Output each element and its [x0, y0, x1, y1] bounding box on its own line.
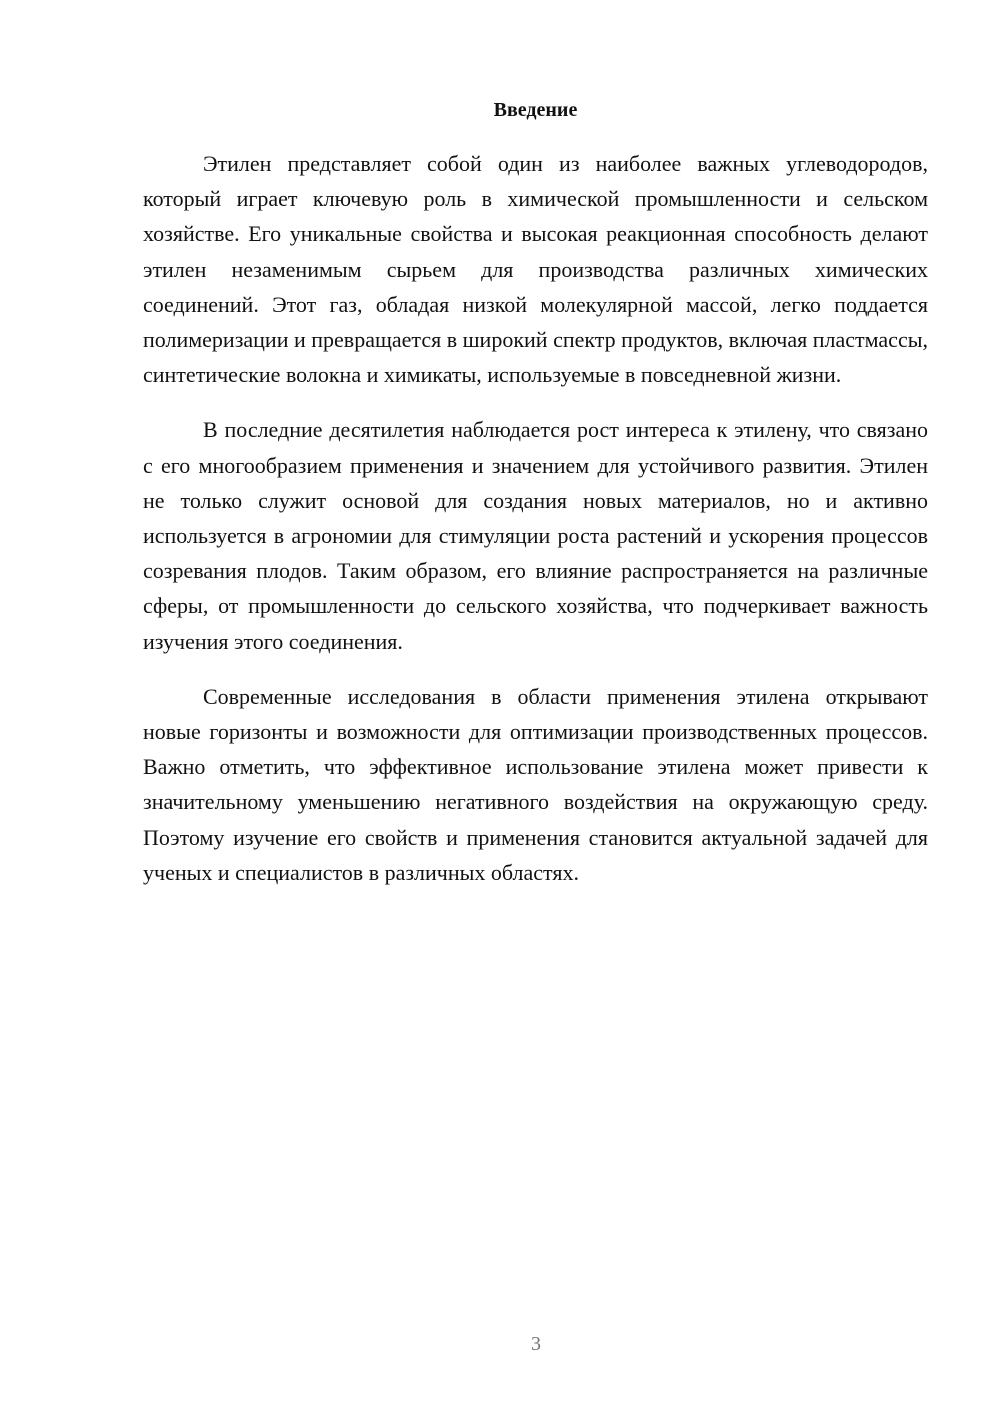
page-content [143, 96, 928, 910]
paragraph-3: Современные исследования в области применения этилена открывают новые горизонты и возможности для оптимизации производственных процессов. Важно отметить, что эффективное использование этилена может привести к значительному уменьшению негативного воздействия на окружающую среду. Поэтому изучение его свойств и применения становится актуальной задачей для ученых и специалистов в различных областях. [143, 683, 928, 885]
paragraph-1: Этилен представляет собой один из наиболее важных углеводородов, который играет ключевую роль в химической промышленности и сельском хозяйстве. Его уникальные свойства и высокая реакционная способность делают этилен незаменимым сырьем для производства различных химических соединений. Этот газ, обладая низкой молекулярной массой, легко поддается полимеризации и превращается в широкий спектр продуктов, включая пластмассы, синтетические волокна и химикаты, используемые в повседневной жизни. [143, 151, 928, 388]
page-number: 3 [531, 1333, 541, 1355]
paragraph-2: В последние десятилетия наблюдается рост интереса к этилену, что связано с его многообразием применения и значением для устойчивого развития. Этилен не только служит основой для создания новых материалов, но и активно используется в агрономии для стимуляции роста растений и ускорения процессов созревания плодов. Таким образом, его влияние распространяется на различные сферы, от промышленности до сельского хозяйства, что подчеркивает важность изучения этого соединения. [143, 417, 928, 654]
section-title: Введение [493, 99, 578, 121]
